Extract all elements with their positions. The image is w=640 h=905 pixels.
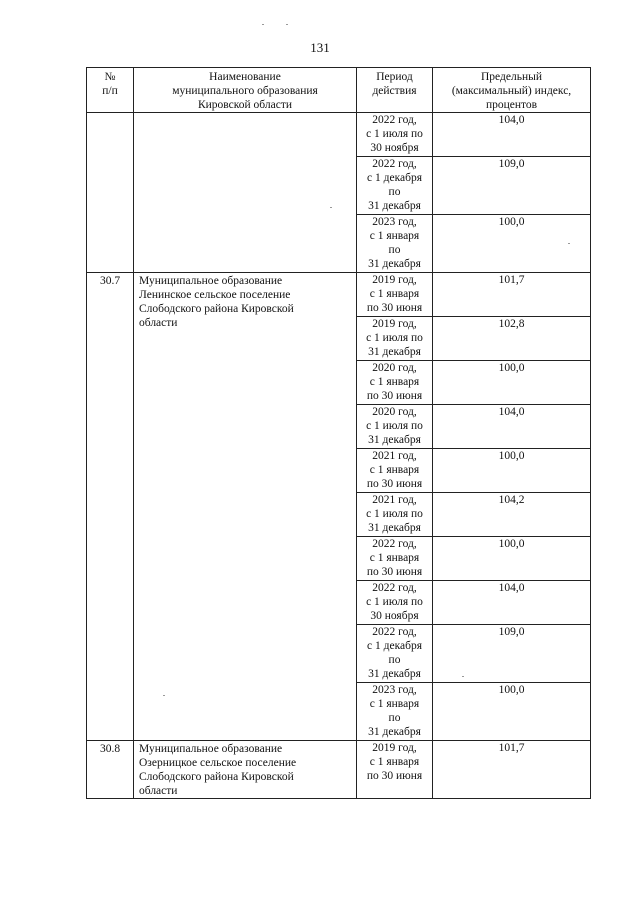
index-value-cell: 109,0 xyxy=(433,625,591,683)
scan-speck xyxy=(330,207,332,208)
period-line: 2022 год, xyxy=(372,158,417,170)
period-cell xyxy=(357,537,433,581)
row-number-cell: 30.7 xyxy=(87,273,134,741)
header-municipality xyxy=(134,68,357,113)
period-line: с 1 декабря xyxy=(367,172,422,184)
index-value-cell: 100,0 xyxy=(433,537,591,581)
period-line: с 1 января xyxy=(369,756,420,768)
period-line: 31 декабря xyxy=(368,346,421,358)
page-number: 131 xyxy=(310,40,330,55)
period-line: 2022 год, xyxy=(372,114,417,126)
municipality-name-cell xyxy=(134,273,357,741)
period-line: по 30 июня xyxy=(366,478,423,490)
index-value-cell: 100,0 xyxy=(433,449,591,493)
period-line: с 1 января xyxy=(369,552,420,564)
period-line: 2019 год, xyxy=(372,318,417,330)
period-line: 2023 год, xyxy=(372,684,417,696)
municipality-name-line: Слободского района Кировской xyxy=(139,771,294,783)
period-cell xyxy=(357,361,433,405)
header-line: Кировской области xyxy=(197,99,293,111)
scan-speck xyxy=(462,676,464,677)
header-line: № xyxy=(104,71,116,83)
period-line: по xyxy=(388,654,401,666)
period-line: с 1 января xyxy=(369,288,420,300)
period-line: 2019 год, xyxy=(372,742,417,754)
row-number-cell xyxy=(87,113,134,273)
municipality-name-line: Слободского района Кировской xyxy=(139,303,294,315)
period-cell xyxy=(357,215,433,273)
period-cell xyxy=(357,449,433,493)
municipality-name-cell xyxy=(134,113,357,273)
index-value-cell: 102,8 xyxy=(433,317,591,361)
index-value-cell: 101,7 xyxy=(433,741,591,799)
scan-speck xyxy=(568,243,570,244)
period-line: 2022 год, xyxy=(372,582,417,594)
municipality-name-line: Ленинское сельское поселение xyxy=(139,289,291,301)
period-cell xyxy=(357,157,433,215)
period-line: с 1 декабря xyxy=(367,640,422,652)
header-index xyxy=(433,68,591,113)
period-line: с 1 июля по xyxy=(366,420,423,432)
period-line: 31 декабря xyxy=(368,200,421,212)
period-line: с 1 июля по xyxy=(366,332,423,344)
period-line: 31 декабря xyxy=(368,258,421,270)
header-line: муниципального образования xyxy=(172,85,318,97)
index-value-cell: 100,0 xyxy=(433,215,591,273)
header-line: Предельный xyxy=(481,71,542,83)
period-line: 2020 год, xyxy=(372,406,417,418)
period-line: по xyxy=(388,244,401,256)
municipality-name-cell xyxy=(134,741,357,799)
period-line: 2021 год, xyxy=(372,494,417,506)
period-line: с 1 июля по xyxy=(366,128,423,140)
period-cell xyxy=(357,113,433,157)
period-cell xyxy=(357,317,433,361)
header-line: процентов xyxy=(485,99,538,111)
period-line: 2022 год, xyxy=(372,538,417,550)
index-value-cell: 104,0 xyxy=(433,405,591,449)
period-cell xyxy=(357,581,433,625)
header-line: действия xyxy=(372,85,417,97)
table-header-row xyxy=(87,68,591,113)
period-cell xyxy=(357,273,433,317)
period-cell xyxy=(357,625,433,683)
tariff-index-table xyxy=(86,67,591,799)
scan-speck xyxy=(262,24,264,25)
period-line: 30 ноября xyxy=(370,610,419,622)
period-line: по 30 июня xyxy=(366,390,423,402)
header-line: Период xyxy=(376,71,413,83)
index-value-cell: 104,2 xyxy=(433,493,591,537)
municipality-name-line: Муниципальное образование xyxy=(139,743,283,755)
period-line: с 1 июля по xyxy=(366,508,423,520)
municipality-name-line: области xyxy=(139,785,178,797)
index-value-cell: 100,0 xyxy=(433,361,591,405)
period-line: 31 декабря xyxy=(368,668,421,680)
period-line: 31 декабря xyxy=(368,434,421,446)
period-line: 31 декабря xyxy=(368,726,421,738)
header-line: Наименование xyxy=(209,71,281,83)
header-number xyxy=(87,68,134,113)
scan-speck xyxy=(163,695,165,696)
index-value-cell: 101,7 xyxy=(433,273,591,317)
period-cell xyxy=(357,683,433,741)
period-line: 2019 год, xyxy=(372,274,417,286)
period-line: с 1 января xyxy=(369,376,420,388)
period-line: по 30 июня xyxy=(366,566,423,578)
table-row xyxy=(87,741,591,799)
period-line: с 1 января xyxy=(369,698,420,710)
period-line: с 1 июля по xyxy=(366,596,423,608)
period-line: 30 ноября xyxy=(370,142,419,154)
scan-speck xyxy=(286,24,288,25)
period-line: по xyxy=(388,712,401,724)
table-row xyxy=(87,113,591,157)
period-line: 31 декабря xyxy=(368,522,421,534)
municipality-name-line: Озерницкое сельское поселение xyxy=(139,757,297,769)
period-line: 2022 год, xyxy=(372,626,417,638)
index-value-cell: 104,0 xyxy=(433,113,591,157)
period-cell xyxy=(357,741,433,799)
period-line: 2021 год, xyxy=(372,450,417,462)
municipality-name-line: области xyxy=(139,317,178,329)
period-line: по xyxy=(388,186,401,198)
period-line: с 1 января xyxy=(369,230,420,242)
period-line: 2023 год, xyxy=(372,216,417,228)
period-line: 2020 год, xyxy=(372,362,417,374)
period-line: с 1 января xyxy=(369,464,420,476)
period-line: по 30 июня xyxy=(366,302,423,314)
period-cell xyxy=(357,493,433,537)
index-value-cell: 100,0 xyxy=(433,683,591,741)
header-line: п/п xyxy=(102,85,118,97)
period-cell xyxy=(357,405,433,449)
header-period xyxy=(357,68,433,113)
municipality-name-line: Муниципальное образование xyxy=(139,275,283,287)
index-value-cell: 104,0 xyxy=(433,581,591,625)
table-row xyxy=(87,273,591,317)
row-number-cell: 30.8 xyxy=(87,741,134,799)
period-line: по 30 июня xyxy=(366,770,423,782)
header-line: (максимальный) индекс, xyxy=(451,85,572,97)
index-value-cell: 109,0 xyxy=(433,157,591,215)
